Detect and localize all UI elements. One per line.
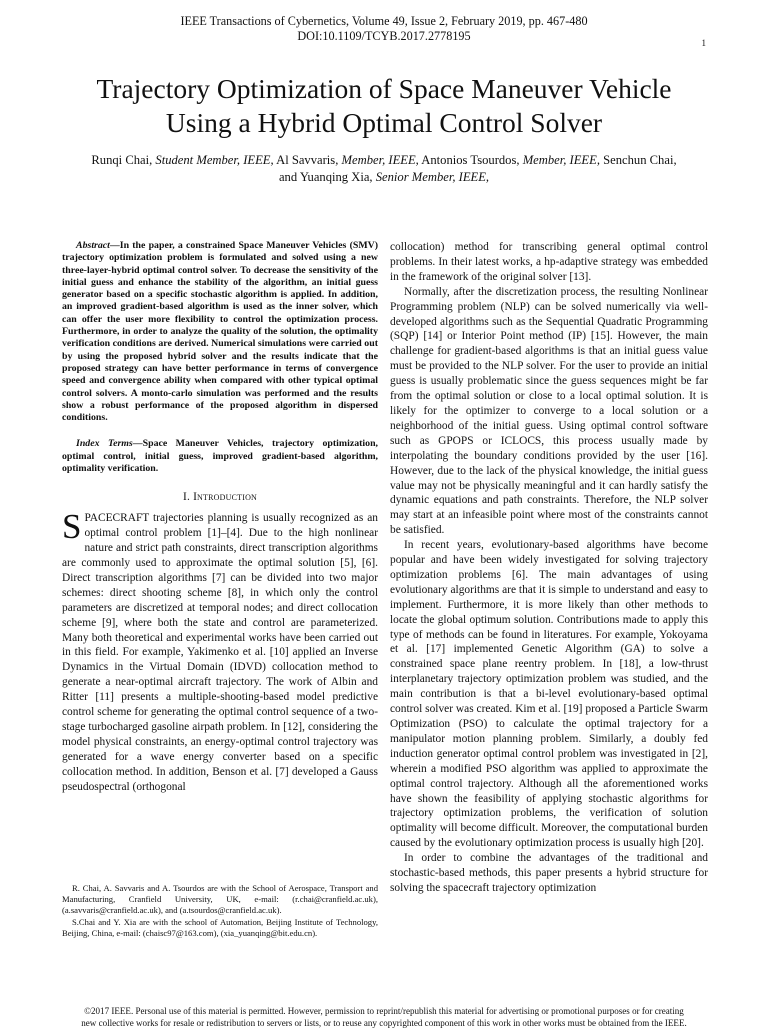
abstract — [62, 240, 378, 424]
page-number: 1 — [701, 38, 706, 48]
author-line-2 — [40, 169, 728, 186]
left-column — [62, 240, 378, 794]
right-column — [390, 240, 708, 896]
author-role: Member, IEEE, — [341, 153, 419, 167]
author-footnote — [62, 883, 378, 940]
paragraph-continued: collocation) method for transcribing general optimal control problems. In their latest works, a hp-adaptive strategy was embedded in the framework of the original solver [13]. — [390, 241, 708, 283]
author-line-1 — [40, 152, 728, 169]
intro-paragraph-text: PACECRAFT trajectories planning is usually recognized as an optimal control problem [1]–[4]. Due to the high nonlinear nature and strict path constraints, direct transcription algorithms are commonly used to approximate the optimal solution [5], [6]. Direct transcription algorithms [7] can be divided into two major schemes: direct shooting scheme [8], in which only the control parameters are discretized at temporal nodes; and direct collocation scheme [9], where both the state and control are parameterized. Many both theoretical and experimental works have been carried out in this field. For example, Yakimenko et al. [10] applied an Inverse Dynamics in the Virtual Domain (IDVD) collocation method to generate a near-optimal aircraft trajectory. The work of Albin and Ritter [11] presents a multiple-shooting-based model predictive control scheme for generating the optimal control sequence of a two-stage turbocharged gasoline airpath problem. In [12], considering the model physical constraints, an energy-optimal control trajectory was generated for a wave energy converter based on a specific collocation method. In addition, Benson et al. [7] developed a Gauss pseudospectral (orthogonal — [62, 512, 378, 793]
index-terms — [62, 438, 378, 475]
journal-header — [0, 14, 768, 44]
doi: DOI:10.1109/TCYB.2017.2778195 — [297, 29, 471, 43]
abstract-text: —In the paper, a constrained Space Maneuver Vehicles (SMV) trajectory optimization problem is formulated and solved using a new three-layer-hybrid optimal control solver. To decrease the sensitivity of the initial guess and enhance the stability of the algorithm, an initial guess generator based on a specific stochastic algorithm is applied. In addition, an improved gradient-based algorithm is used as the inner solver, which can offer the user more flexibility to control the optimization process. Furthermore, in order to analyze the quality of the solution, the optimality verification conditions are derived. Numerical simulations were carried out by using the proposed hybrid solver and the results indicate that the proposed strategy can have better performance in terms of convergence speed and convergence ability when compared with other typical optimal control solvers. A monto-carlo simulation was performed and the results show a robust performance of the proposed algorithm in dispersed conditions. — [62, 240, 378, 424]
section-numeral: I. — [182, 491, 190, 504]
author-role: Member, IEEE, — [522, 153, 600, 167]
author-list — [40, 152, 728, 186]
author-name: Al Savvaris, — [276, 153, 339, 167]
title-line-2: Using a Hybrid Optimal Control Solver — [165, 107, 603, 138]
copyright-line-1: ©2017 IEEE. Personal use of this material is permitted. However, permission to reprint/republish this material for advertising or promotional purposes or for creating — [84, 1006, 684, 1016]
journal-citation: IEEE Transactions of Cybernetics, Volume 49, Issue 2, February 2019, pp. 467-480 — [180, 14, 588, 28]
author-role: Student Member, IEEE, — [155, 153, 274, 167]
footnote-1: R. Chai, A. Savvaris and A. Tsourdos are with the School of Aerospace, Transport and Manufacturing, Cranfield University, UK, e-mail: (r.chai@cranfield.ac.uk), (a.savvaris@cranfield.ac.uk), and (a.tsourdos@cranfield.ac.uk). — [62, 883, 378, 915]
author-role: Senior Member, IEEE, — [375, 170, 490, 184]
paragraph-nlp: Normally, after the discretization process, the resulting Nonlinear Programming problem (NLP) can be solved numerically via well-developed algorithms such as the Sequential Quadratic Programming (SQP) [14] or Interior Point method (IP) [15]. However, the main challenge for gradient-based algorithms is that an initial guess value must be provided to the NLP solver. For the user to provide an initial guess is usually problematic since the guess sequences might be far from the optimal solution or close to a local optimal solution. It is likely for the optimizer to converge to a local solution or a neighborhood of the initial guess. Using optimal control software such as GPOPS or ICLOCS, this process usually made by interpolating the boundary conditions provided by the user [16]. However, due to the lack of the physical knowledge, the initial guess value may not be physically meaningful and it can hardly satisfy the dynamic equations and path constraints. Therefore, the NLP solver may start at an infeasible point where most of the constraints cannot be satisfied. — [390, 285, 708, 537]
author-name: Senchun Chai, — [603, 153, 677, 167]
author-name: Antonios Tsourdos, — [421, 153, 520, 167]
title-line-1: Trajectory Optimization of Space Maneuver Vehicle — [96, 73, 672, 104]
footnote-2: S.Chai and Y. Xia are with the school of Automation, Beijing Institute of Technology, Beijing, China, e-mail: (chaisc97@163.com), (xia_yuanqing@bit.edu.cn). — [62, 917, 378, 938]
paragraph-evolutionary: In recent years, evolutionary-based algorithms have become popular and have been widely investigated for solving trajectory optimization problems [6]. The main advantages of using evolutionary algorithms are that it is simple to understand and easy to implement. Furthermore, it is more likely than other methods to locate the global optimum solution. Contributions made to apply this type of methods can be found in literatures. For example, Yokoyama et al. [17] implemented Genetic Algorithm (GA) to solve a constrained space plane reentry problem. In [18], a low-thrust interplanetary trajectory optimization problem was studied, and the main contribution is that a bi-level evolutionary-based optimal control solver was created. Kim et al. [19] proposed a Particle Swarm Optimization (PSO) to calculate the optimal trajectory for a manipulator motion planning problem. Similarly, a doubly fed induction generator optimal control problem was investigated in [2], wherein a modified PSO algorithm was applied to approximate the optimal control trajectory. Although all the aforementioned works have shown the feasibility of applying stochastic algorithms for trajectory optimization problems, the verification of solution optimality will become difficult. Moreover, the computational burden caused by the evolutionary optimization process is usually high [20]. — [390, 539, 708, 850]
index-terms-text: —Space Maneuver Vehicles, trajectory optimization, optimal control, initial guess, improved gradient-based algorithm, optimality verification. — [62, 438, 379, 475]
copyright-line-2: new collective works for resale or redistribution to servers or lists, or to reuse any copyrighted component of this work in other works must be obtained from the IEEE. — [81, 1018, 687, 1028]
author-name: and Yuanqing Xia, — [278, 170, 373, 184]
copyright-notice — [0, 1005, 768, 1029]
paper-title — [40, 72, 728, 140]
index-terms-label: Index Terms — [76, 438, 133, 450]
abstract-label: Abstract — [76, 240, 110, 251]
intro-paragraph-1 — [62, 507, 378, 794]
drop-cap: S — [62, 507, 82, 547]
author-name: Runqi Chai, — [91, 153, 153, 167]
section-title: Introduction — [193, 491, 258, 504]
paragraph-hybrid: In order to combine the advantages of the traditional and stochastic-based methods, this paper presents a hybrid structure for solving the spacecraft trajectory optimization — [390, 852, 708, 894]
section-heading-introduction — [62, 490, 378, 505]
